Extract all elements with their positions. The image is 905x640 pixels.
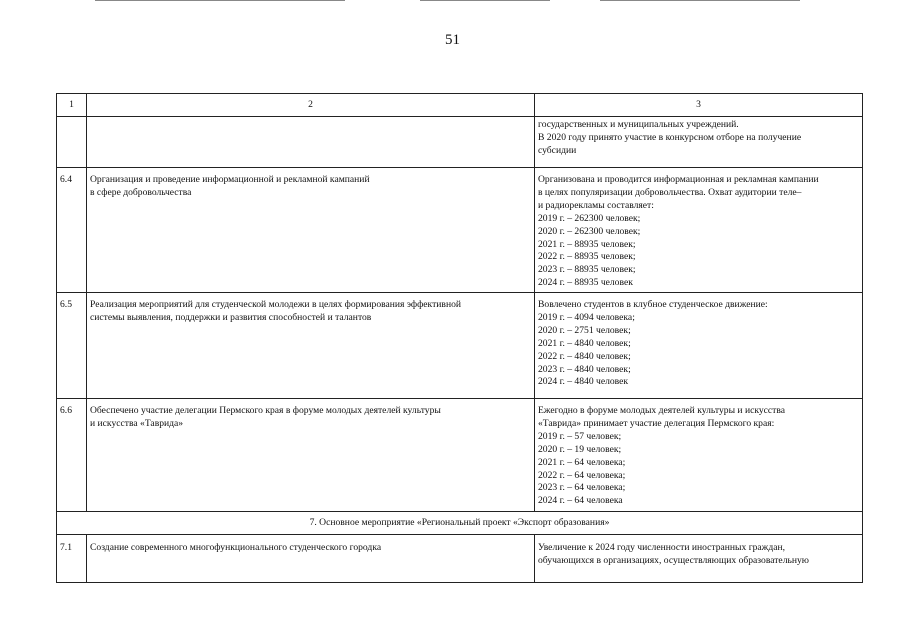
result-line: «Таврида» принимает участие делегация Пермского края: [538,417,775,429]
result-line: 2022 г. – 64 человека; [538,469,626,481]
header-col-1: 1 [57,94,87,117]
result-line: 2022 г. – 88935 человек; [538,251,636,263]
results-table [56,93,863,583]
result-line: 2023 г. – 88935 человек; [538,264,636,276]
table-row [57,117,863,168]
result-line: Увеличение к 2024 году численности иностранных граждан, [538,542,785,553]
header-col-3: 3 [535,94,863,117]
row-number: 6.4 [57,168,87,293]
activity-cell [87,399,535,512]
table-row [57,168,863,293]
result-line: 2021 г. – 88935 человек; [538,238,636,250]
activity-line: Организация и проведение информационной и рекламной кампаний [90,174,370,185]
scan-top-edge [0,0,905,4]
activity-line: Создание современного многофункционального студенческого городка [90,542,382,553]
table-row [57,535,863,583]
result-line: 2019 г. – 57 человек; [538,430,622,442]
section-title: 7. Основное мероприятие «Региональный проект «Экспорт образования» [57,512,863,535]
result-line: 2023 г. – 4840 человек; [538,363,631,375]
result-line: Ежегодно в форуме молодых деятелей культуры и искусства [538,405,786,416]
table-row [57,293,863,399]
result-line: 2021 г. – 64 человека; [538,456,626,468]
result-line: и радиорекламы составляет: [538,199,654,211]
activity-cell [87,293,535,399]
result-line: 2024 г. – 4840 человек [538,376,629,388]
result-cell [535,293,863,399]
result-line: Вовлечено студентов в клубное студенческое движение: [538,299,768,310]
activity-cell [87,117,535,168]
result-line: 2022 г. – 4840 человек; [538,350,631,362]
result-cell [535,535,863,583]
header-col-2: 2 [87,94,535,117]
table-row [57,399,863,512]
result-line: 2024 г. – 88935 человек [538,277,633,289]
result-line: в целях популяризации добровольчества. Охват аудитории теле– [538,186,802,198]
page-number: 51 [445,32,460,48]
row-number [57,117,87,168]
result-line: 2019 г. – 262300 человек; [538,212,641,224]
activity-line: Обеспечено участие делегации Пермского края в форуме молодых деятелей культуры [90,405,441,416]
result-line: обучающихся в организациях, осуществляющих образовательную [538,554,809,566]
activity-line: системы выявления, поддержки и развития способностей и талантов [90,311,372,323]
activity-cell [87,535,535,583]
result-cell [535,117,863,168]
table-header-row [57,94,863,117]
activity-line: и искусства «Таврида» [90,417,184,429]
section-row [57,512,863,535]
result-cell [535,168,863,293]
row-number: 7.1 [57,535,87,583]
row-number: 6.6 [57,399,87,512]
result-line: 2019 г. – 4094 человека; [538,311,635,323]
activity-line: Реализация мероприятий для студенческой молодежи в целях формирования эффективной [90,299,462,310]
result-line: субсидии [538,144,577,156]
result-line: 2020 г. – 262300 человек; [538,225,641,237]
result-line: 2020 г. – 2751 человек; [538,324,631,336]
activity-cell [87,168,535,293]
result-line: 2024 г. – 64 человека [538,495,623,507]
result-line: 2021 г. – 4840 человек; [538,337,631,349]
result-line: В 2020 году принято участие в конкурсном отборе на получение [538,131,802,143]
result-line: государственных и муниципальных учреждений. [538,119,739,130]
activity-line: в сфере добровольчества [90,186,192,198]
result-line: 2020 г. – 19 человек; [538,443,622,455]
result-line: Организована и проводится информационная и рекламная кампании [538,174,819,185]
result-cell [535,399,863,512]
result-line: 2023 г. – 64 человека; [538,482,626,494]
row-number: 6.5 [57,293,87,399]
